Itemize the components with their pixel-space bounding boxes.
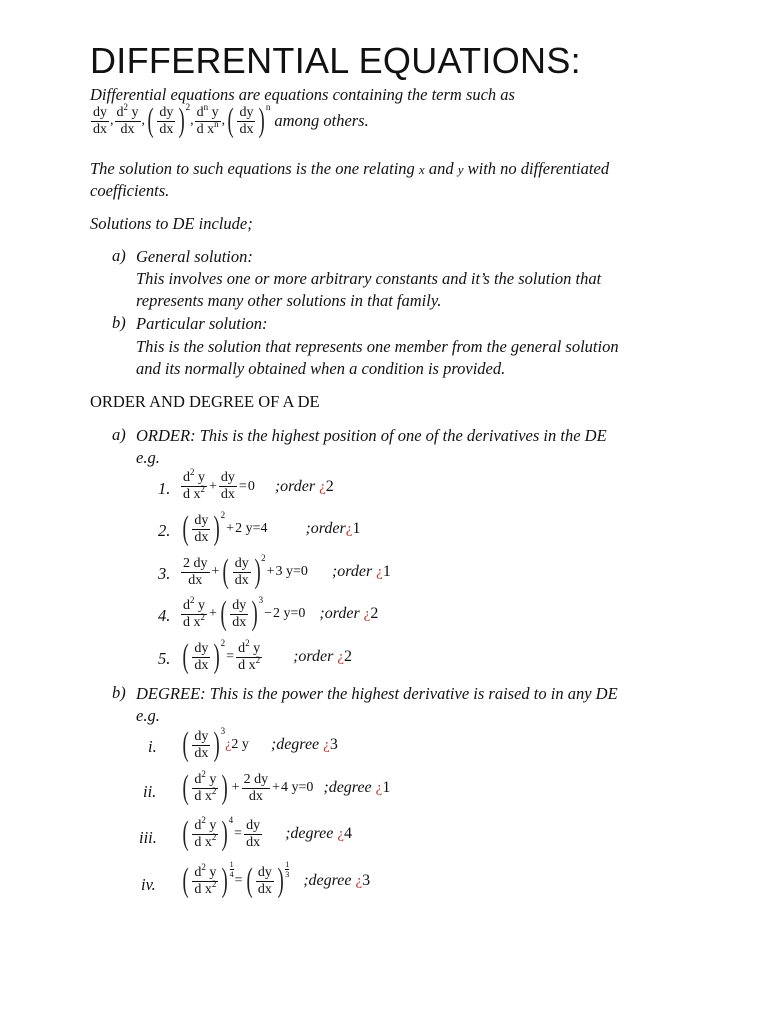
example-number: ii. <box>143 782 157 801</box>
page-title: DIFFERENTIAL EQUATIONS: <box>90 40 581 81</box>
example-number: 4. <box>158 606 171 625</box>
degree-label: ;degree ¿3 <box>270 736 338 753</box>
degree-label: ;degree ¿3 <box>303 872 371 889</box>
fraction: $\frac{d^n y}{d x^n}$ <box>196 101 219 137</box>
order-example-5: ( $\frac{dy}{dx}$ ) 2 = $\frac{d^2 y}{d x^2}$ ;order ¿2 <box>182 637 353 675</box>
degree-definition: DEGREE: This is the power the highest derivative is raised to in any DE <box>136 684 618 703</box>
general-solution-desc-2: represents many other solutions in that family. <box>136 291 442 310</box>
order-example-2: ( $\frac{dy}{dx}$ ) 2 + 2 y=4 ;order¿1 <box>182 510 361 547</box>
order-example-1: $\frac{d^2 y}{d x^2}$ + $\frac{dy}{dx}$ = 0 ;order ¿2 <box>183 467 334 502</box>
example-number: iii. <box>139 828 157 847</box>
order-label: ;order ¿2 <box>274 477 334 495</box>
list-marker: a) <box>112 246 126 265</box>
degree-label: ;degree ¿4 <box>285 825 352 842</box>
general-solution-title: General solution: <box>136 247 253 266</box>
parenthesized-derivative: ( $\frac{dy}{dx}$ ) 2 <box>147 102 191 139</box>
order-example-3: $\frac{2 dy}{dx}$ + ( $\frac{dy}{dx}$ ) 2 + 3 y=0 ;order ¿1 <box>183 553 391 590</box>
degree-eg: e.g. <box>136 706 160 725</box>
example-number: 2. <box>158 521 171 540</box>
degree-example-3: ( $\frac{d^2 y}{d x^2}$ ) 4 = $\frac{dy}{dx}$ ;degree ¿4 <box>182 814 352 852</box>
order-label: ;order ¿1 <box>331 563 391 580</box>
degree-example-1: ( $\frac{dy}{dx}$ ) 3 ¿ 2 y ;degree ¿3 <box>182 726 338 763</box>
particular-solution-desc-2: and its normally obtained when a condition is provided. <box>136 359 506 378</box>
degree-example-2: ( $\frac{d^2 y}{d x^2}$ ) + $\frac{2 dy}{dx}$ + 4 y=0 ;degree ¿1 <box>182 768 391 806</box>
intro-text: Differential equations are equations containing the term such as <box>90 85 515 104</box>
list-marker: b) <box>112 313 126 332</box>
example-number: i. <box>148 737 157 756</box>
example-number: iv. <box>141 875 156 894</box>
list-marker: a) <box>112 425 126 444</box>
solutions-heading: Solutions to DE include; <box>90 214 253 233</box>
fraction: $\frac{dy}{dx}$ <box>93 104 107 137</box>
order-eg: e.g. <box>136 448 160 467</box>
particular-solution-desc-1: This is the solution that represents one member from the general solution <box>136 337 619 356</box>
order-degree-heading: ORDER AND DEGREE OF A DE <box>90 392 320 411</box>
intro-derivative-list: $\frac{dy}{dx}$ , $\frac{d^2 y}{dx}$ , ( $\frac{dy}{dx}$ ) 2 , $\frac{d^n y}{d x^n}$ , ( $\frac{dy}{dx}$ ) n among others. <box>93 101 369 139</box>
order-label: ;order ¿2 <box>293 648 353 665</box>
order-label: ;order¿1 <box>305 520 361 537</box>
list-marker: b) <box>112 683 126 702</box>
solution-text-line1: The solution to such equations is the one relating x and y with no differentiated <box>90 159 610 178</box>
parenthesized-derivative: ( $\frac{dy}{dx}$ ) n <box>227 102 271 139</box>
order-definition: ORDER: This is the highest position of one of the derivatives in the DE <box>136 426 607 445</box>
particular-solution-title: Particular solution: <box>136 314 268 333</box>
degree-label: ;degree ¿1 <box>323 779 391 796</box>
degree-example-4: ( $\frac{d^2 y}{d x^2}$ ) 1 4 = ( $\frac{dy}{dx}$ ) 1 3 ;degree ¿3 <box>182 859 371 899</box>
example-number: 3. <box>158 564 171 583</box>
general-solution-desc-1: This involves one or more arbitrary constants and it’s the solution that <box>136 269 602 288</box>
intro-tail: among others. <box>274 111 369 130</box>
example-number: 5. <box>158 649 171 668</box>
solution-text-line2: coefficients. <box>90 181 170 200</box>
order-example-4: $\frac{d^2 y}{d x^2}$ + ( $\frac{dy}{dx}$ ) 3 − 2 y=0 ;order ¿2 <box>183 594 379 632</box>
order-label: ;order ¿2 <box>319 605 379 622</box>
fraction: $\frac{d^2 y}{dx}$ <box>116 101 139 137</box>
example-number: 1. <box>158 479 171 498</box>
